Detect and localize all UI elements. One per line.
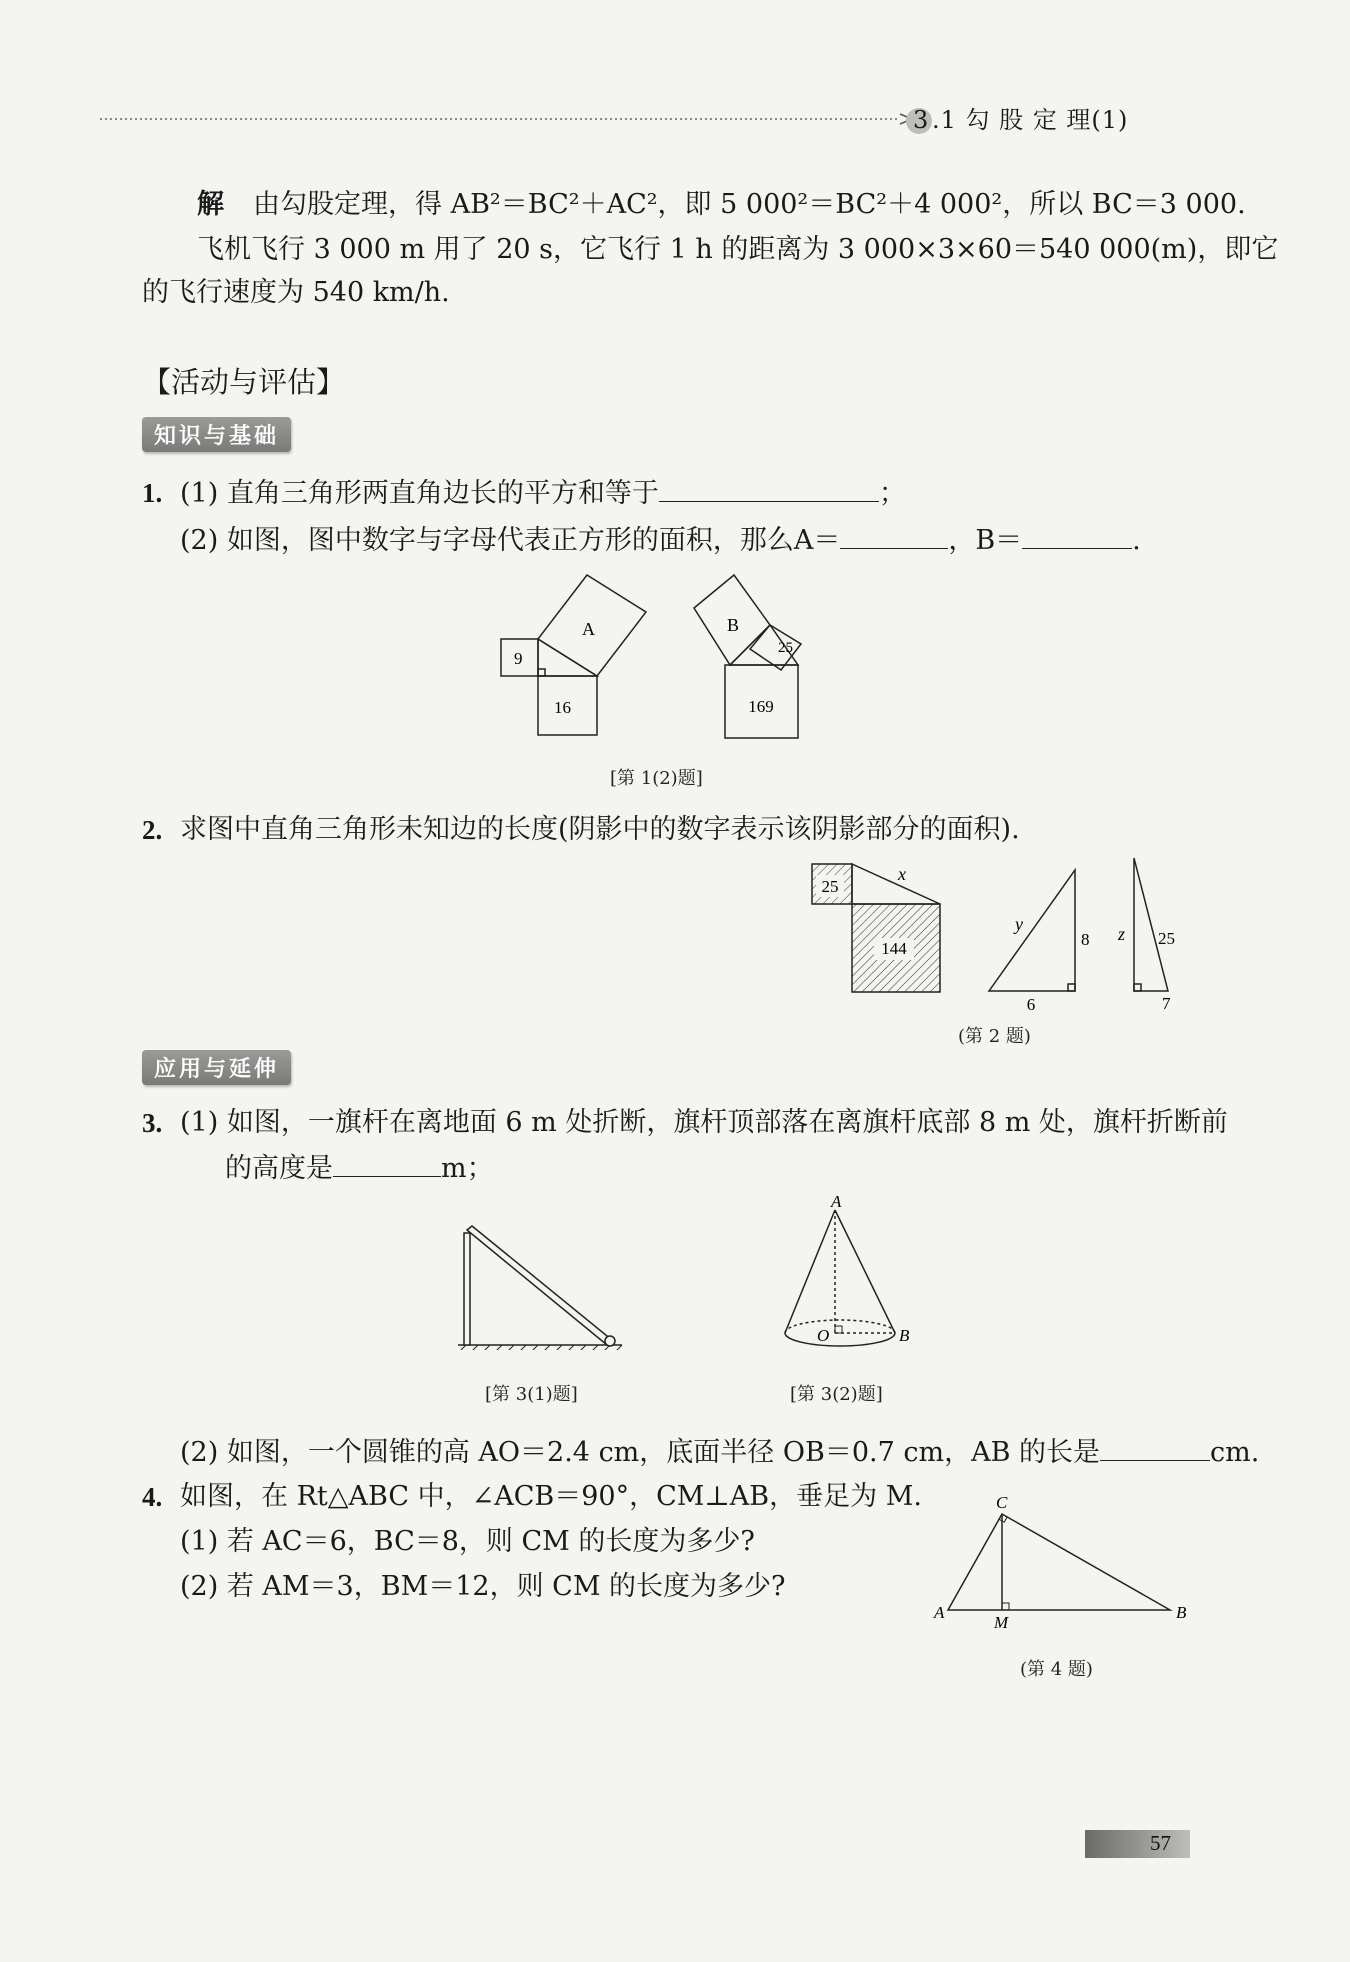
label-25-square: 25 xyxy=(821,877,839,896)
q1-number: 1. xyxy=(142,478,163,508)
q1-caption: [第 1(2)题] xyxy=(610,768,703,789)
label-b: B xyxy=(1176,1603,1187,1622)
q1-figure-left xyxy=(490,565,660,750)
q1-part2-mid: ，B＝ xyxy=(948,525,1023,556)
label-a: A xyxy=(934,1603,945,1622)
label-25: 25 xyxy=(778,640,793,656)
activity-title: 【活动与评估】 xyxy=(142,365,346,399)
cone-side-left xyxy=(785,1210,835,1333)
section-badge-application: 应用与延伸 xyxy=(142,1050,291,1085)
label-a: A xyxy=(582,619,595,639)
q4-number: 4. xyxy=(142,1482,163,1512)
q4-part2: (2) 若 AM＝3，BM＝12，则 CM 的长度为多少? xyxy=(180,1571,786,1602)
q1-part1 xyxy=(180,473,906,514)
label-o: O xyxy=(817,1326,830,1345)
label-c: C xyxy=(996,1493,1008,1512)
q3-caption-1: [第 3(1)题] xyxy=(485,1384,578,1405)
q1-blank-b[interactable] xyxy=(1022,520,1132,549)
section-number: 3 xyxy=(913,106,929,134)
label-m: M xyxy=(994,1613,1009,1630)
label-169: 169 xyxy=(748,697,774,716)
triangle-abc xyxy=(948,1514,1170,1610)
q3-blank-1[interactable] xyxy=(333,1148,441,1177)
q3-part2 xyxy=(180,1432,1259,1473)
pole-standing xyxy=(464,1233,470,1345)
label-a: A xyxy=(831,1195,842,1211)
q2-number: 2. xyxy=(142,815,163,845)
q3-caption-2: [第 3(2)题] xyxy=(790,1384,883,1405)
label-25-hyp: 25 xyxy=(1158,929,1175,948)
triangle-x xyxy=(852,864,940,904)
q2-caption: (第 2 题) xyxy=(958,1026,1031,1047)
q2-figure xyxy=(800,850,1210,1020)
triangle-y xyxy=(989,870,1075,991)
q3-part1-end: m； xyxy=(441,1153,494,1184)
cone-side-right xyxy=(835,1210,895,1333)
q1-part1-end: ； xyxy=(878,478,906,509)
label-z: z xyxy=(1118,924,1126,944)
label-6: 6 xyxy=(1026,995,1036,1014)
q3-part1-text: 的高度是 xyxy=(225,1153,333,1184)
cone-base-back xyxy=(785,1320,895,1333)
q3-part2-end: cm. xyxy=(1210,1437,1260,1468)
solution-label: 解 xyxy=(197,189,224,220)
page-number: 57 xyxy=(1150,1831,1171,1855)
section-title: .1 勾 股 定 理(1) xyxy=(932,106,1129,134)
q4-part1: (1) 若 AC＝6，BC＝8，则 CM 的长度为多少? xyxy=(180,1526,755,1557)
label-9: 9 xyxy=(514,649,523,668)
q1-part2 xyxy=(180,520,1141,561)
q1-part1-text: (1) 直角三角形两直角边长的平方和等于 xyxy=(180,478,659,509)
label-b: B xyxy=(727,615,740,635)
q3-flagpole-figure xyxy=(450,1225,630,1350)
q1-part2-text: (2) 如图，图中数字与字母代表正方形的面积，那么A＝ xyxy=(180,525,841,556)
label-16: 16 xyxy=(554,698,571,717)
q4-text: 如图，在 Rt△ABC 中，∠ACB＝90°，CM⊥AB，垂足为 M. xyxy=(180,1481,922,1512)
triangle-z xyxy=(1134,858,1168,991)
q1-blank-1[interactable] xyxy=(659,473,879,502)
q2-text: 求图中直角三角形未知边的长度(阴影中的数字表示该阴影部分的面积). xyxy=(180,814,1020,845)
q1-blank-a[interactable] xyxy=(840,520,948,549)
q3-number: 3. xyxy=(142,1108,163,1138)
label-x: x xyxy=(898,864,906,884)
header-dotted-rule xyxy=(100,112,920,126)
page-number-bar xyxy=(1085,1830,1190,1858)
q1-figure-right xyxy=(685,565,875,750)
solution-line-3: 的飞行速度为 540 km/h. xyxy=(142,277,450,308)
label-y: y xyxy=(1015,914,1023,934)
q3-cone-figure xyxy=(775,1195,920,1355)
q3-part2-text: (2) 如图，一个圆锥的高 AO＝2.4 cm，底面半径 OB＝0.7 cm，AB 的长是 xyxy=(180,1437,1101,1468)
label-b: B xyxy=(899,1326,910,1345)
label-144: 144 xyxy=(881,939,907,958)
q1-part2-end: . xyxy=(1132,525,1141,556)
section-badge-basics: 知识与基础 xyxy=(142,417,291,452)
label-8: 8 xyxy=(1081,930,1090,949)
solution-line-1: 由勾股定理，得 AB²＝BC²＋AC²，即 5 000²＝BC²＋4 000²，所以 BC＝3 000. xyxy=(253,189,1246,220)
q3-part1-line2 xyxy=(225,1148,494,1189)
label-7: 7 xyxy=(1162,994,1171,1013)
q4-triangle-figure xyxy=(930,1490,1200,1630)
q3-part1: (1) 如图，一旗杆在离地面 6 m 处折断，旗杆顶部落在离旗杆底部 8 m 处，旗杆折断前 xyxy=(180,1107,1228,1138)
q3-blank-2[interactable] xyxy=(1100,1432,1210,1461)
cone-base-front xyxy=(785,1333,895,1346)
solution-line-2: 飞机飞行 3 000 m 用了 20 s，它飞行 1 h 的距离为 3 000×3×60＝540 000(m)，即它 xyxy=(197,234,1279,265)
q4-caption: (第 4 题) xyxy=(1020,1659,1093,1680)
pole-fallen xyxy=(467,1226,612,1345)
pole-top-ball xyxy=(605,1336,615,1346)
